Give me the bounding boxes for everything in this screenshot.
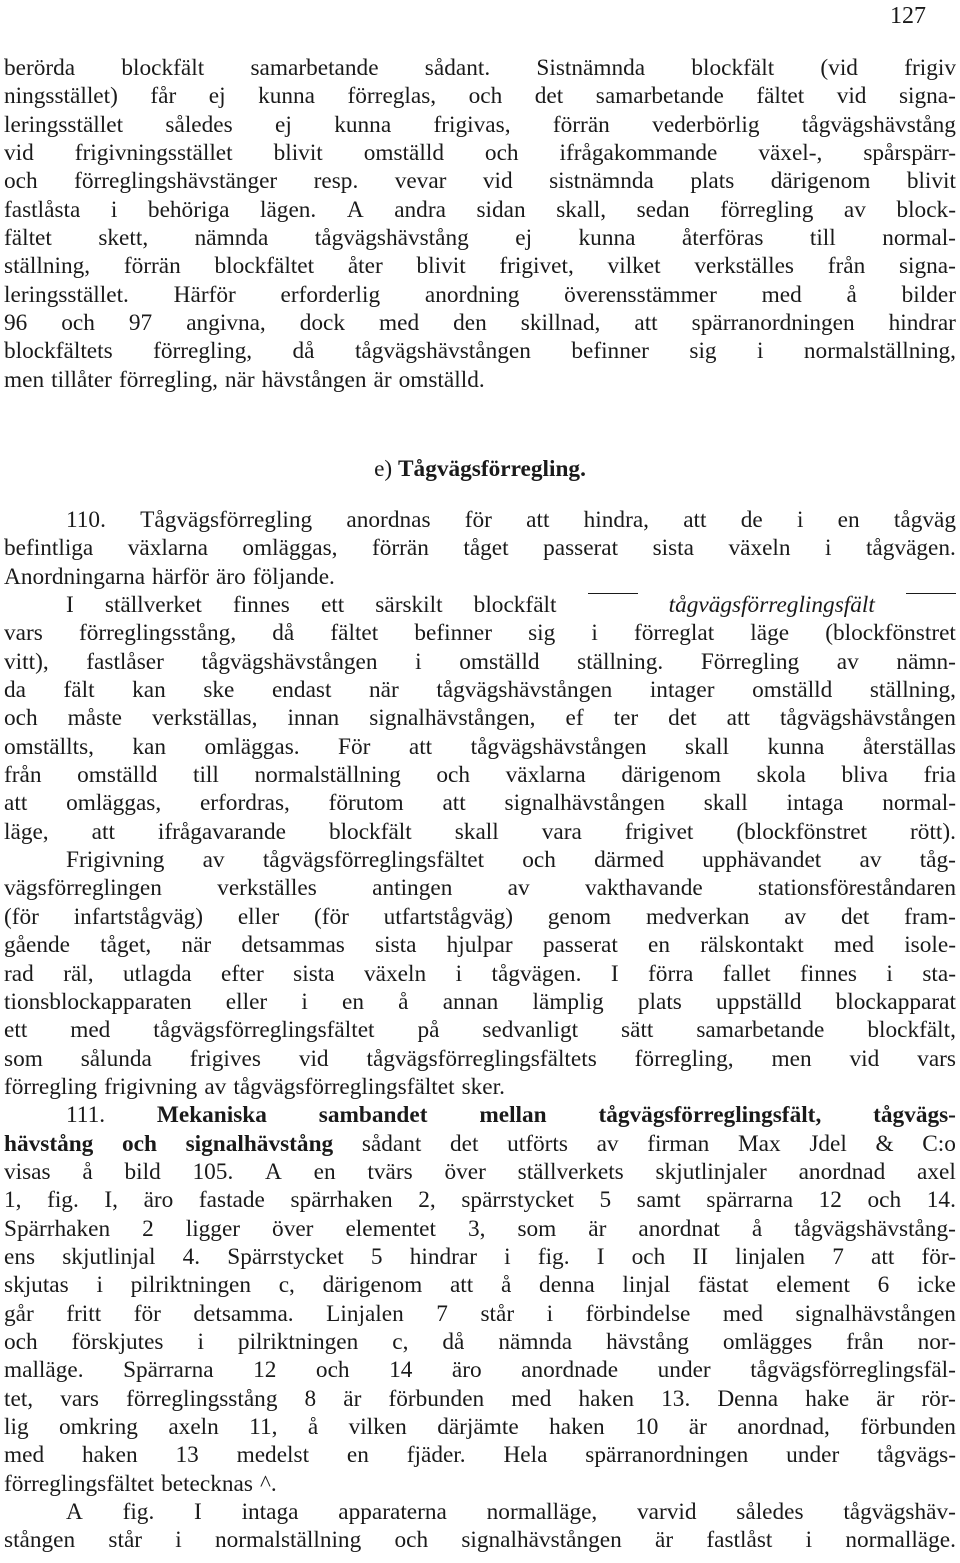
em-dash [906, 593, 956, 619]
section-heading-title: Tågvägsförregling. [398, 456, 586, 482]
text-line: tet, vars förreglingsstång 8 är förbunden med haken 13. Denna hake är rör- [4, 1385, 956, 1412]
page-number: 127 [890, 3, 926, 29]
text-line: 111. Mekaniska sambandet mellan tågvägsförreglingsfält, tågvägs- [66, 1102, 956, 1129]
text-line: vars förreglingsstång, då fältet befinner sig i förreglat läge (blockfönstret [4, 620, 956, 647]
text-line: stången står i normalställning och signalhävstången är fastlåst i normalläge. [4, 1527, 956, 1554]
text-line: fältet skett, nämnda tågvägshävstång ej kunna återföras till normal- [4, 225, 956, 252]
text-line: och förreglingshävstänger resp. vevar vid sistnämnda plats därigenom blivit [4, 168, 956, 195]
text-line: befintliga växlarna omläggas, förrän tåget passerat sista växeln i tågvägen. [4, 535, 956, 562]
text-line: gående tåget, när detsammas sista hjulpar passerat en rälskontakt med isole- [4, 932, 956, 959]
text-line: leringsstället. Härför erforderlig anordning överensstämmer med å bilder [4, 281, 956, 308]
text-line: lig omkring axeln 11, å vilken därjämte haken 10 är anordnad, förbunden [4, 1414, 956, 1440]
text-line: tionsblockapparaten eller i en å annan lämplig plats uppställd blockapparat [4, 988, 956, 1015]
italic-term: tågvägsförreglingsfält [668, 592, 875, 619]
text-line: och förskjutes i pilriktningen c, då nämnda hävstång omlägges från nor- [4, 1328, 956, 1355]
text-line: omställts, kan omläggas. För att tågvägshävstången skall kunna återställas [4, 733, 956, 760]
text-line: 1, fig. I, äro fastade spärrhaken 2, spärrstycket 5 samt spärrarna 12 och 14. [4, 1187, 956, 1214]
text-line: men tillåter förregling, när hävstången är omställd. [4, 366, 485, 393]
text-line: att omläggas, erfordras, förutom att signalhävstången skall intaga normal- [4, 790, 956, 817]
text-line: hävstång och signalhävstång sådant det utförts av firman Max Jdel & C:o [4, 1130, 956, 1157]
text-line: fastlåsta i behöriga lägen. A andra sidan skall, sedan förregling av block- [4, 196, 956, 223]
text-line: vägsförreglingen verkställes antingen av vakthavande stationsföreståndaren [4, 875, 956, 902]
section-heading-prefix: e) [374, 456, 393, 482]
text-line: rad räl, utlagda efter sista växeln i tågvägen. I förra fallet finnes i sta- [4, 960, 956, 987]
text-line: läge, att ifrågavarande blockfält skall vara frigivet (blockfönstret rött). [4, 818, 956, 845]
text-line: går fritt för detsamma. Linjalen 7 står i förbindelse med signalhävstången [4, 1300, 956, 1327]
text-line: förregling frigivning av tågvägsförreglingsfältet sker. [4, 1073, 505, 1100]
text-line: och måste verkställas, innan signalhävstången, ef ter det att tågvägshävstången [4, 705, 956, 732]
text-line: som sålunda frigives vid tågvägsförreglingsfältets förregling, men vid vars [4, 1045, 956, 1072]
text-line: blockfältets förregling, då tågvägshävstången befinner sig i normalställning, [4, 338, 956, 365]
text-line: da fält kan ske endast när tågvägshävstången intager omställd ställning, [4, 677, 956, 704]
text-line: vid frigivningsstället blivit omställd och ifrågakommande växel-, spårspärr- [4, 140, 956, 167]
text-line: Anordningarna härför äro följande. [4, 563, 335, 590]
text-line: skjutas i pilriktningen c, därigenom att å denna linjal fästat element 6 icke [4, 1272, 956, 1299]
text-line: visas å bild 105. A en tvärs över ställverkets skjutlinjaler anordnad axel [4, 1158, 956, 1185]
text-line: med haken 13 medelst en fjäder. Hela spärranordningen under tågvägs- [4, 1442, 956, 1469]
text-line: ett med tågvägsförreglingsfältet på sedvanligt sätt samarbetande blockfält, [4, 1017, 956, 1044]
text-line: ens skjutlinjal 4. Spärrstycket 5 hindrar i fig. I och II linjalen 7 att för- [4, 1243, 956, 1270]
section-heading [0, 455, 960, 483]
text-line: (för infartstågväg) eller (för utfartstågväg) genom medverkan av det fram- [4, 903, 956, 930]
text-line: Spärrhaken 2 ligger över elementet 3, som är anordnat å tågvägshävstång- [4, 1215, 956, 1242]
text-line: 96 och 97 angivna, dock med den skillnad, att spärranordningen hindrar [4, 310, 956, 337]
text-line: berörda blockfält samarbetande sådant. Sistnämnda blockfält (vid frigiv [4, 55, 956, 81]
text-line: A fig. I intaga apparaterna normalläge, varvid således tågvägshäv- [66, 1499, 956, 1526]
text-line: 110. Tågvägsförregling anordnas för att hindra, att de i en tågväg [66, 507, 956, 533]
text-line: I ställverket finnes ett särskilt blockfält tågvägsförreglingsfält [4, 591, 956, 619]
text-line: Frigivning av tågvägsförreglingsfältet och därmed upphävandet av tåg- [66, 847, 956, 874]
text-line: från omställd till normalställning och växlarna därigenom skola bliva fria [4, 762, 956, 789]
text-line: förreglingsfältet betecknas ^. [4, 1470, 277, 1497]
text-line: vitt), fastlåser tågvägshävstången i omställd ställning. Förregling av nämn- [4, 648, 956, 675]
em-dash [588, 593, 638, 619]
text-line: ningsstället) får ej kunna förreglas, och det samarbetande fältet vid signa- [4, 83, 956, 110]
text-line: malläge. Spärrarna 12 och 14 äro anordnade under tågvägsförreglingsfäl- [4, 1357, 956, 1384]
text-line: leringsstället således ej kunna frigivas, förrän vederbörlig tågvägshävstång [4, 111, 956, 138]
text-line: ställning, förrän blockfältet åter blivit frigivet, vilket verkställes från signa- [4, 253, 956, 280]
paragraph-blockfalt [4, 54, 956, 394]
paragraph-tagvagsforregling [4, 506, 956, 1555]
